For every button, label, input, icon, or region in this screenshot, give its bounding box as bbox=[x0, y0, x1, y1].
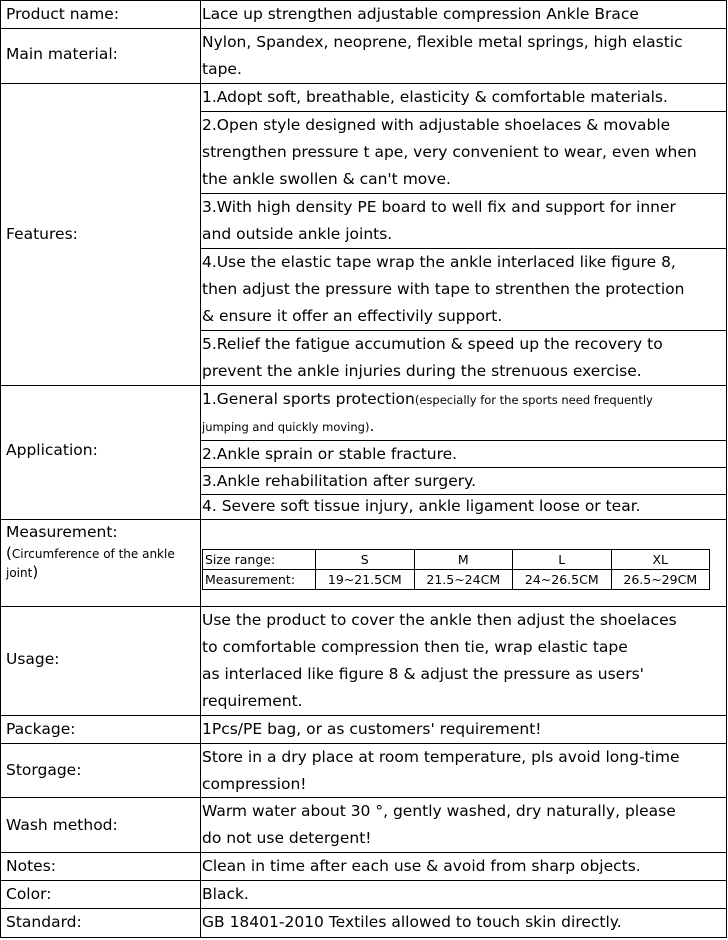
label-features: Features: bbox=[6, 225, 78, 243]
value-color: Black. bbox=[202, 885, 249, 903]
wash-line1: Warm water about 30 °, gently washed, dry naturally, please bbox=[202, 802, 676, 820]
label-notes: Notes: bbox=[6, 857, 56, 875]
feature-2-line1: 2.Open style designed with adjustable shoelaces & movable bbox=[202, 116, 671, 134]
feature-5-line1: 5.Relief the fatigue accumution & speed up the recovery to bbox=[202, 335, 663, 353]
size-table-header-row bbox=[203, 550, 710, 570]
application-1-note-a: (especially for the sports need frequently bbox=[414, 393, 653, 407]
size-header-l: L bbox=[513, 550, 612, 570]
label-measurement-sub bbox=[6, 544, 196, 582]
label-standard: Standard: bbox=[6, 913, 82, 931]
value-product-name: Lace up strengthen adjustable compression Ankle Brace bbox=[202, 5, 639, 23]
size-table bbox=[202, 549, 710, 590]
label-wash: Wash method: bbox=[6, 816, 118, 834]
size-header-m: M bbox=[414, 550, 513, 570]
measurement-sub-b: joint bbox=[6, 566, 33, 580]
wash-line2: do not use detergent! bbox=[202, 829, 372, 847]
value-main-material-line1: Nylon, Spandex, neoprene, flexible metal springs, high elastic bbox=[202, 33, 683, 51]
size-header-label: Size range: bbox=[203, 550, 316, 570]
label-storage: Storgage: bbox=[6, 761, 82, 779]
feature-4-line3: & ensure it offer an effectivily support. bbox=[202, 307, 503, 325]
feature-2-line3: the ankle swollen & can't move. bbox=[202, 170, 451, 188]
label-color: Color: bbox=[6, 885, 52, 903]
size-header-xl: XL bbox=[611, 550, 710, 570]
size-measure-label: Measurement: bbox=[203, 570, 316, 590]
label-package: Package: bbox=[6, 720, 76, 738]
feature-2-line2: strengthen pressure t ape, very convenient to wear, even when bbox=[202, 143, 697, 161]
size-measure-xl: 26.5~29CM bbox=[611, 570, 710, 590]
application-1-note-b: jumping and quickly moving) bbox=[202, 420, 370, 434]
value-main-material-line2: tape. bbox=[202, 60, 242, 78]
size-table-measure-row bbox=[203, 570, 710, 590]
label-usage: Usage: bbox=[6, 650, 60, 668]
usage-line1: Use the product to cover the ankle then adjust the shoelaces bbox=[202, 611, 677, 629]
size-measure-s: 19~21.5CM bbox=[316, 570, 415, 590]
application-1-line1 bbox=[202, 386, 726, 415]
application-1-main: 1.General sports protection bbox=[202, 390, 415, 408]
feature-1: 1.Adopt soft, breathable, elasticity & comfortable materials. bbox=[202, 88, 668, 106]
label-measurement: Measurement: bbox=[6, 523, 118, 541]
size-measure-m: 21.5~24CM bbox=[414, 570, 513, 590]
application-3: 3.Ankle rehabilitation after surgery. bbox=[202, 472, 477, 490]
feature-3-line2: and outside ankle joints. bbox=[202, 225, 393, 243]
usage-line2: to comfortable compression then tie, wrap elastic tape bbox=[202, 638, 628, 656]
measurement-paren-open: ( bbox=[6, 544, 12, 562]
size-header-s: S bbox=[316, 550, 415, 570]
storage-line2: compression! bbox=[202, 775, 307, 793]
measurement-paren-close: ) bbox=[32, 563, 39, 581]
feature-4-line2: then adjust the pressure with tape to strenthen the protection bbox=[202, 280, 685, 298]
application-1-end: . bbox=[369, 417, 375, 435]
usage-line3: as interlaced like figure 8 & adjust the pressure as users' bbox=[202, 665, 644, 683]
feature-5-line2: prevent the ankle injuries during the strenuous exercise. bbox=[202, 362, 642, 380]
label-application: Application: bbox=[6, 441, 98, 459]
feature-3-line1: 3.With high density PE board to well fix and support for inner bbox=[202, 198, 676, 216]
usage-line4: requirement. bbox=[202, 692, 303, 710]
measurement-sub-a: Circumference of the ankle bbox=[11, 547, 175, 561]
value-package: 1Pcs/PE bag, or as customers' requirement! bbox=[202, 720, 542, 738]
application-1-line2 bbox=[202, 413, 726, 442]
value-notes: Clean in time after each use & avoid from sharp objects. bbox=[202, 857, 641, 875]
application-2: 2.Ankle sprain or stable fracture. bbox=[202, 445, 458, 463]
application-4: 4. Severe soft tissue injury, ankle ligament loose or tear. bbox=[202, 497, 641, 515]
feature-4-line1: 4.Use the elastic tape wrap the ankle interlaced like figure 8, bbox=[202, 253, 676, 271]
label-product-name: Product name: bbox=[6, 5, 119, 23]
size-measure-l: 24~26.5CM bbox=[513, 570, 612, 590]
storage-line1: Store in a dry place at room temperature, pls avoid long-time bbox=[202, 748, 680, 766]
label-main-material: Main material: bbox=[6, 45, 118, 63]
value-standard: GB 18401-2010 Textiles allowed to touch skin directly. bbox=[202, 913, 622, 931]
